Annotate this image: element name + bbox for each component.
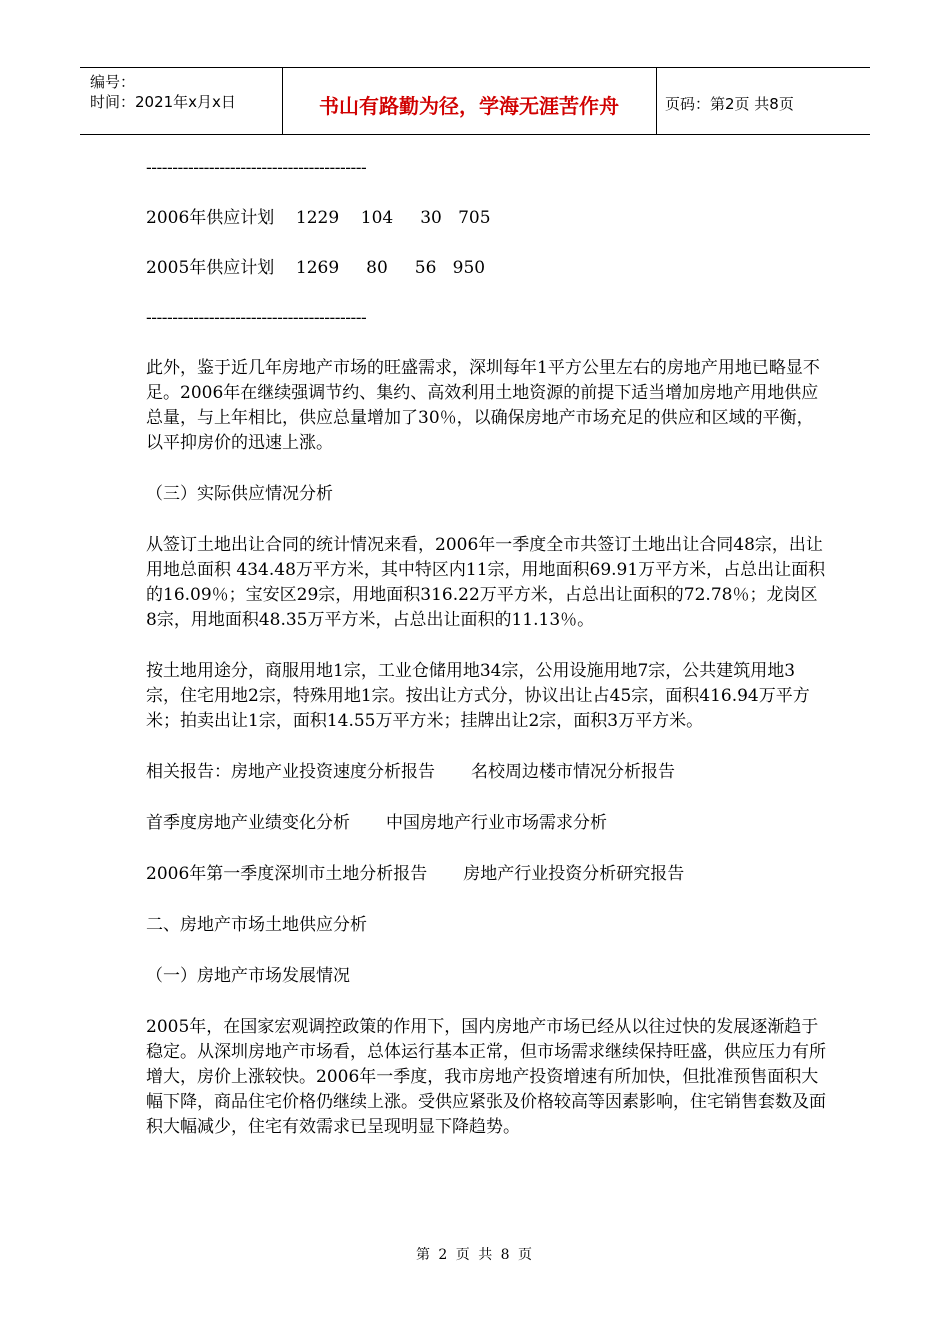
header-meta: [90, 72, 236, 112]
document-body: [146, 156, 826, 1140]
header-divider-right: [656, 68, 657, 134]
page-header: [80, 67, 870, 135]
related-report-link[interactable]: 中国房地产行业市场需求分析: [386, 813, 607, 833]
table-separator-bottom: ------------------------------------------: [146, 308, 367, 328]
header-motto: 书山有路勤为径，学海无涯苦作舟: [319, 93, 619, 118]
related-reports-line-3: [146, 862, 826, 887]
header-page-info: 页码：第2页 共8页: [665, 94, 794, 113]
table-separator-top: ------------------------------------------: [146, 158, 367, 178]
paragraph-supply-increase: 此外，鉴于近几年房地产市场的旺盛需求，深圳每年1平方公里左右的房地产用地已略显不足。2006年在继续强调节约、集约、高效利用土地资源的前提下适当增加房地产用地供应总量，与上年相比，供应总量增加了30％，以确保房地产市场充足的供应和区域的平衡，以平抑房价的迅速上涨。: [146, 358, 820, 453]
related-report-link[interactable]: 房地产行业投资分析研究报告: [463, 864, 685, 884]
paragraph-contract-stats: 从签订土地出让合同的统计情况来看，2006年一季度全市共签订土地出让合同48宗，出让用地总面积 434.48万平方米，其中特区内11宗，用地面积69.91万平方米，占总出让面积的16.09％；宝安区29宗，用地面积316.22万平方米，占总出让面积的72.78％；龙岗区8宗，用地面积48.35万平方米，占总出让面积的11.13％。: [146, 535, 826, 630]
serial-label: 编号：: [90, 73, 136, 91]
paragraph-market-overview: 2005年，在国家宏观调控政策的作用下，国内房地产市场已经从以往过快的发展逐渐趋于稳定。从深圳房地产市场看，总体运行基本正常，但市场需求继续保持旺盛，供应压力有所增大，房价上涨较快。2006年一季度，我市房地产投资增速有所加快，但批准预售面积大幅下降，商品住宅价格仍继续上涨。受供应紧张及价格较高等因素影响，住宅销售套数及面积大幅减少，住宅有效需求已呈现明显下降趋势。: [146, 1017, 826, 1137]
supply-plan-2006-row: 2006年供应计划 1229 104 30 705: [146, 208, 491, 228]
related-reports-line-1: [146, 760, 826, 785]
related-report-link[interactable]: 名校周边楼市情况分析报告: [471, 762, 675, 782]
related-report-link[interactable]: 相关报告：房地产业投资速度分析报告: [146, 762, 435, 782]
related-report-link[interactable]: 首季度房地产业绩变化分析: [146, 813, 350, 833]
paragraph-land-use: 按土地用途分，商服用地1宗，工业仓储用地34宗，公用设施用地7宗，公共建筑用地3宗，住宅用地2宗，特殊用地1宗。按出让方式分，协议出让占45宗，面积416.94万平方米；拍卖出让1宗，面积14.55万平方米；挂牌出让2宗，面积3万平方米。: [146, 661, 810, 731]
heading-actual-supply: （三）实际供应情况分析: [146, 484, 333, 504]
section-heading-land-supply: 二、房地产市场土地供应分析: [146, 915, 367, 935]
page-footer: 第 2 页 共 8 页: [415, 1247, 535, 1263]
date-line: 时间：2021年x月x日: [90, 93, 236, 111]
heading-market-development: （一）房地产市场发展情况: [146, 966, 350, 986]
related-report-link[interactable]: 2006年第一季度深圳市土地分析报告: [146, 864, 428, 884]
supply-plan-2005-row: 2005年供应计划 1269 80 56 950: [146, 258, 486, 278]
related-reports-line-2: [146, 811, 826, 836]
